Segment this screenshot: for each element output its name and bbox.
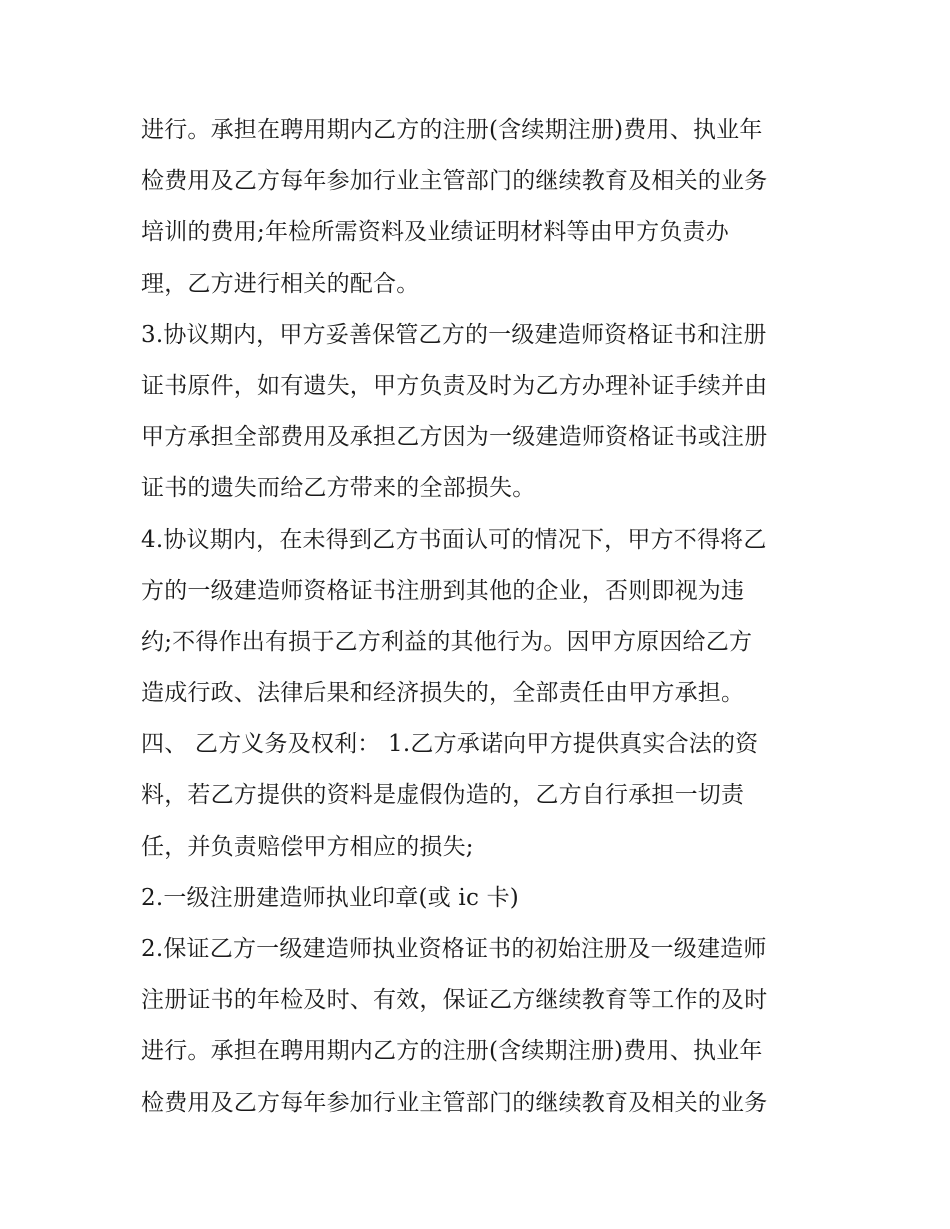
- text-line: 证书的遗失而给乙方带来的全部损失。: [141, 475, 536, 502]
- text-line: 四、 乙方义务及权利： 1.乙方承诺向甲方提供真实合法的资: [141, 731, 759, 758]
- text-line: 理，乙方进行相关的配合。: [141, 270, 420, 297]
- text-line: 3.协议期内，甲方妥善保管乙方的一级建造师资格证书和注册: [141, 321, 767, 348]
- text-line: 甲方承担全部费用及承担乙方因为一级建造师资格证书或注册: [141, 424, 768, 451]
- text-line: 2.保证乙方一级建造师执业资格证书的初始注册及一级建造师: [141, 936, 767, 962]
- text-line: 任，并负责赔偿甲方相应的损失;: [141, 833, 474, 860]
- text-line: 进行。承担在聘用期内乙方的注册(含续期注册)费用、执业年: [141, 117, 763, 143]
- text-line: 2.一级注册建造师执业印章(或 ic 卡): [141, 884, 519, 911]
- text-line: 4.协议期内，在未得到乙方书面认可的情况下，甲方不得将乙: [141, 526, 767, 553]
- text-line: 方的一级建造师资格证书注册到其他的企业，否则即视为违: [141, 577, 745, 604]
- text-line: 料，若乙方提供的资料是虚假伪造的，乙方自行承担一切责: [141, 782, 745, 809]
- text-line: 检费用及乙方每年参加行业主管部门的继续教育及相关的业务: [141, 1089, 768, 1116]
- document-body: [141, 105, 841, 1129]
- text-line: 培训的费用;年检所需资料及业绩证明材料等由甲方负责办: [141, 219, 729, 246]
- text-line: 证书原件，如有遗失，甲方负责及时为乙方办理补证手续并由: [141, 372, 768, 399]
- text-line: 约;不得作出有损于乙方利益的其他行为。因甲方原因给乙方: [141, 628, 753, 655]
- text-line: 进行。承担在聘用期内乙方的注册(含续期注册)费用、执业年: [141, 1038, 763, 1065]
- text-line: 检费用及乙方每年参加行业主管部门的继续教育及相关的业务: [141, 168, 768, 195]
- text-line: 注册证书的年检及时、有效，保证乙方继续教育等工作的及时: [141, 987, 768, 1014]
- text-line: 造成行政、法律后果和经济损失的，全部责任由甲方承担。: [141, 680, 745, 707]
